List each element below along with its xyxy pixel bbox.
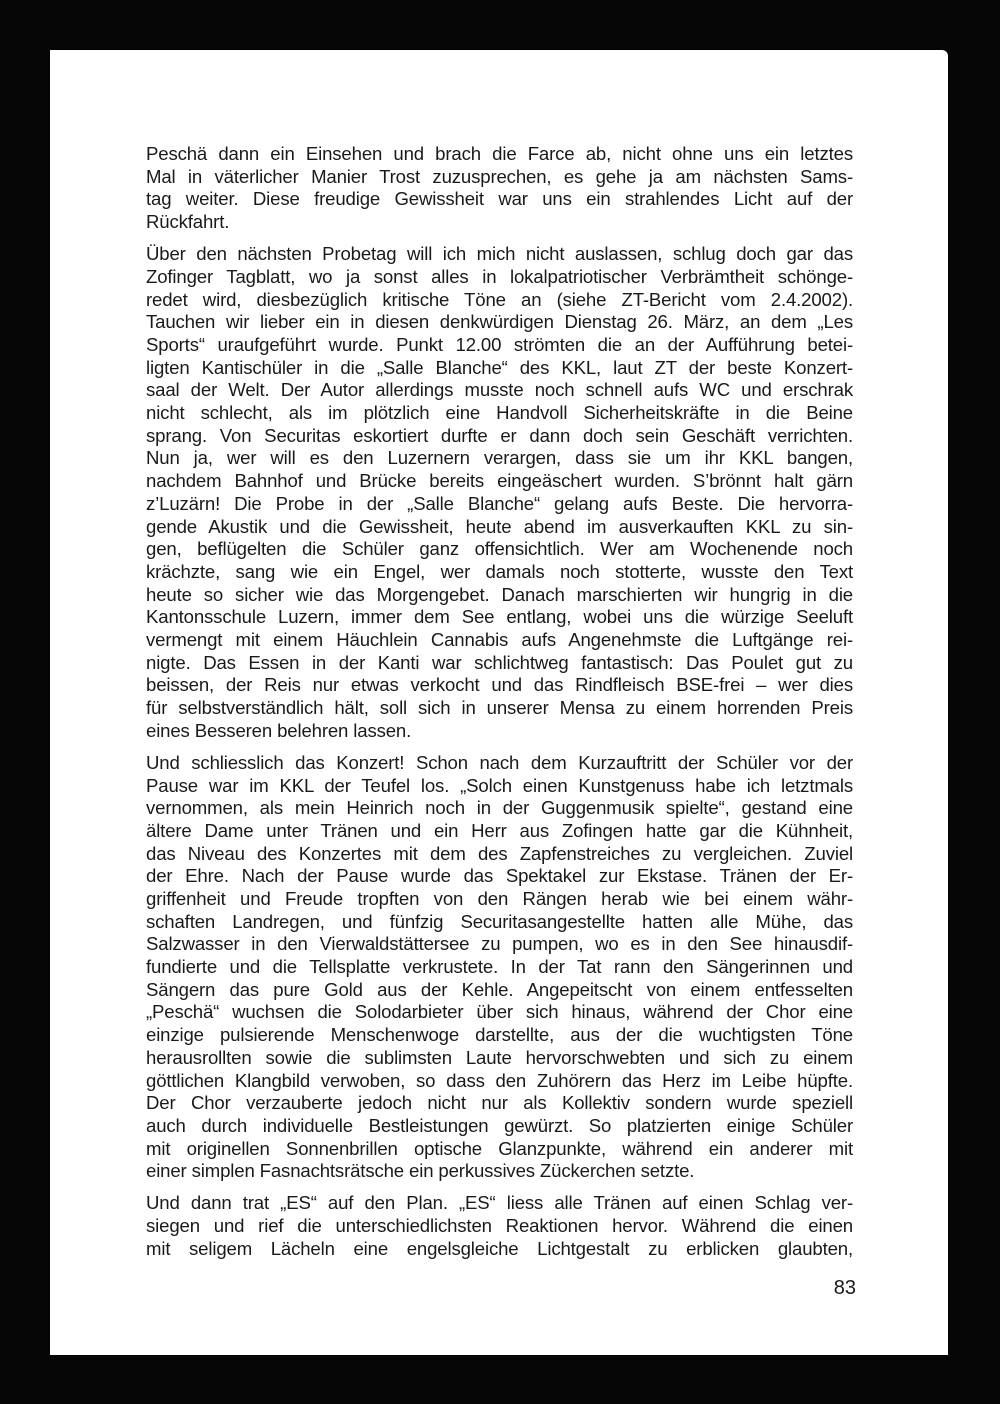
paragraph bbox=[146, 243, 853, 742]
text-line: Und dann trat „ES“ auf den Plan. „ES“ liess alle Tränen auf einen Schlag ver- bbox=[146, 1192, 853, 1214]
paragraph bbox=[146, 143, 853, 234]
text-line: Tauchen wir lieber ein in diesen denkwürdigen Dienstag 26. März, an dem „Les bbox=[146, 311, 853, 333]
text-line: schaften Landregen, und fünfzig Securitasangestellte hatten alle Mühe, das bbox=[146, 910, 853, 932]
text-line: einer simplen Fasnachtsrätsche ein perkussives Zückerchen setzte. bbox=[146, 1160, 695, 1182]
text-line: göttlichen Klangbild verwoben, so dass den Zuhörern das Herz im Leibe hüpfte. bbox=[146, 1069, 853, 1091]
text-line: ältere Dame unter Tränen und ein Herr aus Zofingen hatte gar die Kühnheit, bbox=[146, 819, 853, 841]
text-line: z’Luzärn! Die Probe in der „Salle Blanche“ gelang aufs Beste. Die hervorra- bbox=[146, 492, 853, 514]
document-page bbox=[50, 50, 948, 1355]
text-line: mit originellen Sonnenbrillen optische Glanzpunkte, während ein anderer mit bbox=[146, 1137, 853, 1159]
text-line: redet wird, diesbezüglich kritische Töne an (siehe ZT-Bericht vom 2.4.2002). bbox=[146, 288, 853, 310]
paragraph bbox=[146, 752, 853, 1183]
text-line: Pause war im KKL der Teufel los. „Solch einen Kunstgenuss habe ich letztmals bbox=[146, 774, 853, 796]
text-line: Nun ja, wer will es den Luzernern verargen, dass sie um ihr KKL bangen, bbox=[146, 447, 853, 469]
text-line: Sports“ uraufgeführt wurde. Punkt 12.00 strömten die an der Aufführung betei- bbox=[146, 334, 853, 355]
page-number: 83 bbox=[833, 1277, 856, 1299]
text-line: krächzte, sang wie ein Engel, wer damals noch stotterte, wusste den Text bbox=[146, 560, 853, 582]
text-line: das Niveau des Konzertes mit dem des Zapfenstreiches zu vergleichen. Zuviel bbox=[146, 842, 853, 864]
text-line: der Ehre. Nach der Pause wurde das Spektakel zur Ekstase. Tränen der Er- bbox=[146, 865, 853, 887]
text-line: fundierte und die Tellsplatte verkrustete. In der Tat rann den Sängerinnen und bbox=[146, 956, 853, 978]
text-line: Sängern das pure Gold aus der Kehle. Angepeitscht von einem entfesselten bbox=[146, 978, 853, 1000]
text-line: saal der Welt. Der Autor allerdings musste noch schnell aufs WC und erschrak bbox=[146, 379, 853, 401]
text-line: siegen und rief die unterschiedlichsten Reaktionen hervor. Während die einen bbox=[146, 1215, 853, 1237]
text-line: Mal in väterlicher Manier Trost zuzusprechen, es gehe ja am nächsten Sams- bbox=[146, 165, 853, 187]
text-line: nicht schlecht, als im plötzlich eine Handvoll Sicherheitskräfte in die Beine bbox=[146, 402, 853, 424]
text-line: vernommen, als mein Heinrich noch in der Guggenmusik spielte“, gestand eine bbox=[146, 797, 853, 819]
text-line: nachdem Bahnhof und Brücke bereits eingeäschert wurden. S’brönnt halt gärn bbox=[146, 470, 853, 492]
text-line: heute so sicher wie das Morgengebet. Danach marschierten wir hungrig in die bbox=[146, 583, 853, 605]
text-line: eines Besseren belehren lassen. bbox=[146, 719, 412, 741]
text-line: Kantonsschule Luzern, immer dem See entlang, wobei uns die würzige Seeluft bbox=[146, 606, 853, 628]
text-line: einzige pulsierende Menschenwoge darstellte, aus der die wuchtigsten Töne bbox=[146, 1024, 853, 1046]
text-line: Der Chor verzauberte jedoch nicht nur als Kollektiv sondern wurde speziell bbox=[146, 1092, 853, 1114]
text-line: griffenheit und Freude tropften von den Rängen herab wie bei einem währ- bbox=[146, 888, 853, 909]
text-line: Zofinger Tagblatt, wo ja sonst alles in lokalpatriotischer Verbrämtheit schönge- bbox=[146, 265, 853, 287]
text-line: herausrollten sowie die sublimsten Laute hervorschwebten und sich zu einem bbox=[146, 1046, 853, 1068]
text-line: Und schliesslich das Konzert! Schon nach dem Kurzauftritt der Schüler vor der bbox=[146, 751, 853, 773]
text-line: tag weiter. Diese freudige Gewissheit war uns ein strahlendes Licht auf der bbox=[146, 188, 853, 210]
text-line: Peschä dann ein Einsehen und brach die Farce ab, nicht ohne uns ein letztes bbox=[146, 143, 853, 164]
body-text bbox=[146, 143, 853, 1270]
text-line: Salzwasser in den Vierwaldstättersee zu pumpen, wo es in den See hinausdif- bbox=[146, 933, 853, 955]
text-line: für selbstverständlich hält, soll sich in unserer Mensa zu einem horrenden Preis bbox=[146, 697, 853, 718]
text-line: ligten Kantischüler in die „Salle Blanche“ des KKL, laut ZT der beste Konzert- bbox=[146, 356, 853, 378]
text-line: Rückfahrt. bbox=[146, 211, 230, 233]
text-line: auch durch individuelle Bestleistungen gewürzt. So platzierten einige Schüler bbox=[146, 1114, 853, 1136]
text-line: gende Akustik und die Gewissheit, heute abend im ausverkauften KKL zu sin- bbox=[146, 515, 853, 537]
paragraph bbox=[146, 1192, 853, 1260]
text-line: beissen, der Reis nur etwas verkocht und das Rindfleisch BSE-frei – wer dies bbox=[146, 674, 853, 696]
text-line: vermengt mit einem Häuchlein Cannabis aufs Angenehmste die Luftgänge rei- bbox=[146, 628, 853, 650]
text-line: sprang. Von Securitas eskortiert durfte er dann doch sein Geschäft verrichten. bbox=[146, 424, 853, 446]
text-line: „Peschä“ wuchsen die Solodarbieter über sich hinaus, während der Chor eine bbox=[146, 1001, 853, 1023]
text-line: gen, beflügelten die Schüler ganz offensichtlich. Wer am Wochenende noch bbox=[146, 538, 853, 560]
text-line: Über den nächsten Probetag will ich mich nicht auslassen, schlug doch gar das bbox=[146, 243, 853, 265]
text-line: nigte. Das Essen in der Kanti war schlichtweg fantastisch: Das Poulet gut zu bbox=[146, 651, 853, 673]
text-line: mit seligem Lächeln eine engelsgleiche Lichtgestalt zu erblicken glaubten, bbox=[146, 1237, 853, 1259]
